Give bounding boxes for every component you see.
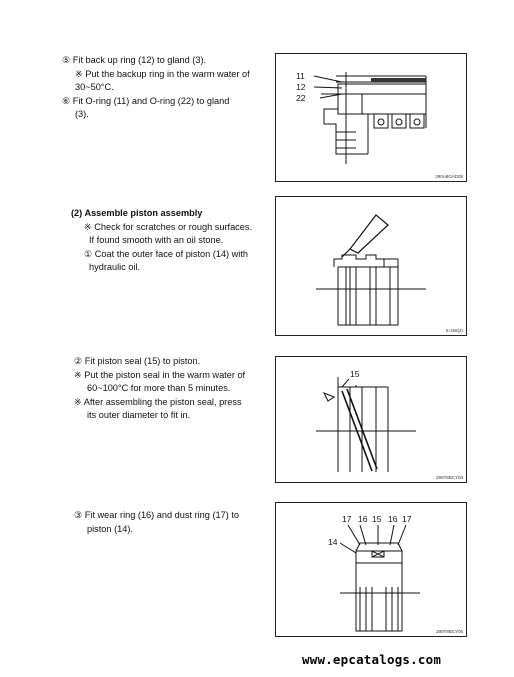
fig4-label-17-left: 17 bbox=[342, 514, 352, 524]
step-3-line-cont: piston (14). bbox=[87, 523, 133, 534]
fig1-code: 290A8GAD09 bbox=[435, 174, 463, 179]
figure-wear-dust-rings bbox=[275, 502, 467, 637]
step-2-line: ② Fit piston seal (15) to piston. bbox=[74, 356, 201, 366]
step-1-line: ① Coat the outer face of piston (14) with bbox=[84, 248, 248, 259]
step-3-text bbox=[74, 509, 239, 536]
step-3-line: ③ Fit wear ring (16) and dust ring (17) to bbox=[74, 510, 240, 520]
step-2-text bbox=[74, 355, 245, 423]
figure-piston-oil bbox=[275, 196, 467, 336]
check-note-cont: If found smooth with an oil stone. bbox=[89, 235, 224, 245]
check-note: ※ Check for scratches or rough surfaces. bbox=[84, 221, 253, 232]
note-line: ※ Put the backup ring in the warm water of bbox=[75, 68, 250, 79]
fig4-label-15: 15 bbox=[372, 514, 382, 524]
fig4-code: 290T8BCY05 bbox=[435, 629, 463, 634]
press-note: ※ After assembling the piston seal, press bbox=[74, 396, 242, 407]
step-6-line-cont: (3). bbox=[75, 109, 89, 119]
fig3-label-15: 15 bbox=[350, 369, 360, 379]
fig1-label-11: 11 bbox=[296, 71, 305, 81]
fig2-code: 8-158(2) bbox=[445, 328, 463, 333]
section-heading: (2) Assemble piston assembly bbox=[71, 208, 203, 218]
figure-gland-rings bbox=[275, 53, 467, 182]
fig4-label-16-right: 16 bbox=[388, 514, 398, 524]
step-5-6-text bbox=[62, 54, 250, 122]
fig4-label-17-right: 17 bbox=[402, 514, 412, 524]
fig4-label-14: 14 bbox=[328, 537, 338, 547]
fig1-label-22: 22 bbox=[296, 93, 306, 103]
step-5-line: ⑤ Fit back up ring (12) to gland (3). bbox=[62, 55, 207, 65]
fig4-label-16-left: 16 bbox=[358, 514, 368, 524]
note-line-cont: 30~50°C. bbox=[75, 82, 114, 92]
watermark-link[interactable]: www.epcatalogs.com bbox=[302, 652, 442, 667]
warm-water-note-cont: 60~100°C for more than 5 minutes. bbox=[87, 383, 231, 393]
press-note-cont: its outer diameter to fit in. bbox=[87, 410, 191, 420]
fig3-code: 290T8BCY04 bbox=[435, 475, 463, 480]
step-1-line-cont: hydraulic oil. bbox=[89, 262, 141, 272]
step-6-line: ⑥ Fit O-ring (11) and O-ring (22) to gland bbox=[62, 95, 230, 106]
figure-piston-seal bbox=[275, 356, 467, 483]
assemble-piston-text bbox=[71, 207, 252, 275]
warm-water-note: ※ Put the piston seal in the warm water of bbox=[74, 369, 246, 380]
fig1-label-12: 12 bbox=[296, 82, 306, 92]
